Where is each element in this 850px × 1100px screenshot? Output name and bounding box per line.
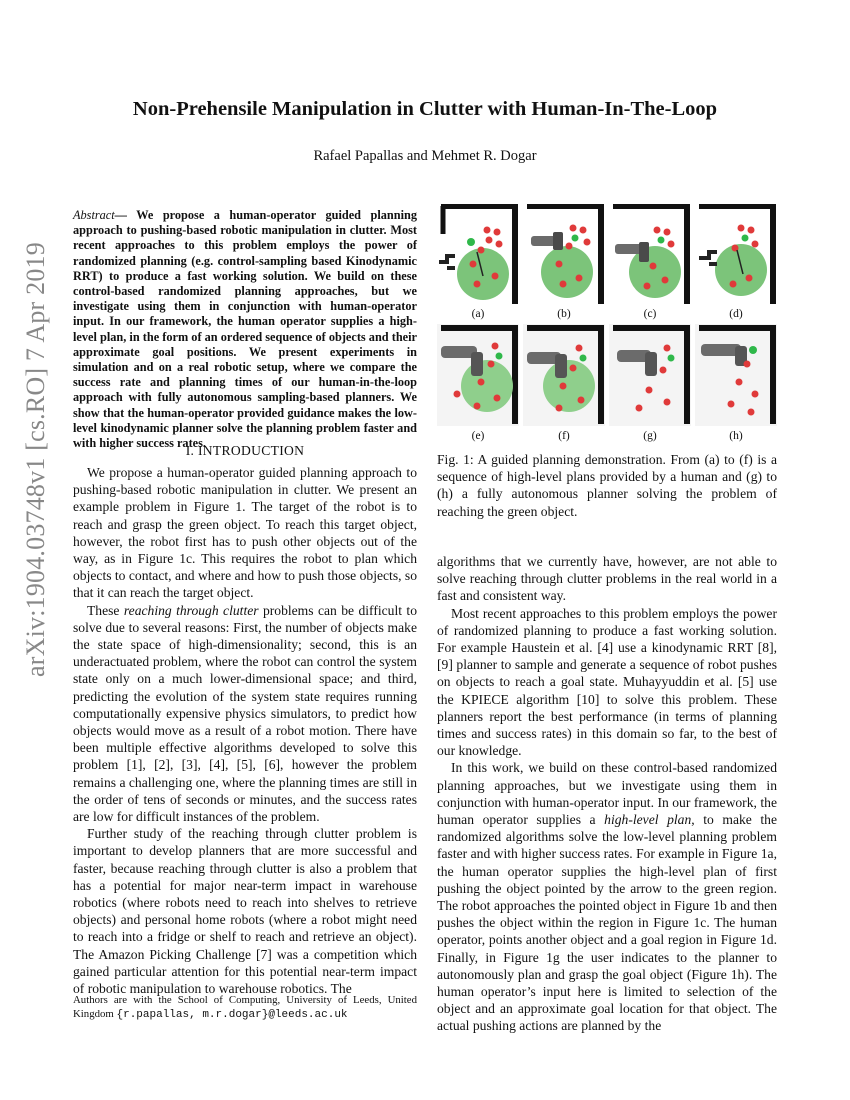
figure-1: [437, 204, 777, 448]
abstract-text: — We propose a human-operator guided planning approach to pushing-based robotic manipulation in clutter. Most recent approaches to this problem employs the power of randomized planning (e.g. control-sampling based Kinodynamic RRT) to produce a fast working solution. We build on these control-based randomized planning approaches, but we investigate using them in conjunction with human-operator input. In our framework, the human operator supplies a high-level plan, in the form of an ordered sequence of objects and their approximate goal positions. We present experiments in simulation and on a real robotic setup, where we compare the success rate and planning times of our human-in-the-loop approach with fully autonomous sampling-based planners. We show that the human-operator provided guidance makes the low-level kinodynamic planner solve the planning problem faster and with higher success rates.: [73, 208, 417, 451]
figure-panel-f: [523, 324, 605, 426]
footnote: [73, 993, 417, 1022]
right-paragraph-3-emphasis: high-level plan: [604, 812, 692, 828]
right-paragraph-3-a: In this work, we build on these control-based randomized planning approaches, but we investigate using them in conjunction with human-operator input. In our framework, the human operator supplies a: [437, 760, 777, 828]
arxiv-stamp: [16, 242, 56, 677]
figure-panel-h: [695, 324, 777, 426]
scene-a-image: [437, 204, 519, 306]
footnote-text: Authors are with the School of Computing, University of Leeds, United Kingdom: [73, 994, 417, 1020]
paper-title: Non-Prehensile Manipulation in Clutter with Human-In-The-Loop: [132, 98, 718, 120]
right-column-body: [437, 553, 777, 1035]
figure-label-a: (a): [471, 308, 485, 320]
intro-paragraph-2: [73, 602, 417, 826]
figure-label-b: (b): [557, 308, 571, 320]
abstract-label: Abstract: [73, 208, 115, 222]
photo-g-image: [609, 324, 691, 426]
intro-paragraph-2-emphasis: reaching through clutter: [123, 602, 259, 618]
figure-label-d: (d): [729, 308, 743, 320]
arxiv-id: arXiv:1904.03748v1 [cs.RO] 7 Apr 2019: [21, 242, 50, 677]
figure-panel-e: [437, 324, 519, 426]
left-column-body: [73, 464, 417, 997]
figure-panel-a: [437, 204, 519, 306]
right-paragraph-continued: algorithms that we currently have, however, are not able to solve reaching through clutter problems in the real world in a fast and consistent way.: [437, 554, 777, 604]
figure-label-g: (g): [643, 430, 657, 442]
figure-panel-g: [609, 324, 691, 426]
figure-label-f: (f): [558, 430, 570, 442]
intro-paragraph-1: We propose a human-operator guided planning approach to pushing-based robotic manipulation in clutter. We present an example problem in Figure 1. The target of the robot is to reach and grasp the green object. To reach this target object, however, the robot first has to push other objects out of the way, as in Figure 1c. This requires the robot to plan which objects to contact, and where and how to push those objects, so that it can reach the target object.: [73, 465, 417, 601]
figure-label-h: (h): [729, 430, 743, 442]
intro-paragraph-2-a: These: [87, 602, 124, 618]
intro-paragraph-3: Further study of the reaching through clutter problem is important to develop planners that are more successful and faster, because reaching through clutter is also a problem that has a potential for major near-term impact in warehouse robotics (where robots need to reach into shelves to retrieve objects) and personal home robots (where a robot might need to reach into a fridge or shelf to reach and retrieve an object). The Amazon Picking Challenge [7] was a competition which gained particular attention for this potential near-term impact of robotic manipulation to warehouse robotics. The: [73, 826, 417, 997]
abstract: [73, 208, 417, 451]
figure-label-e: (e): [471, 430, 485, 442]
photo-h-image: [695, 324, 777, 426]
intro-paragraph-2-b: problems can be difficult to solve due to several reasons: First, the number of objects make the state space of high-dimensionality; second, this is an underactuated problem, where the robot can control the system state only on a much lower-dimensional space; and third, predicting the evolution of the system state requires running computationally expensive physics simulators, to predict how objects would move as a result of a robot motion. There have been multiple effective algorithms developed to solve this problem [1], [2], [3], [4], [5], [6], however the problem remains a challenging one, where the planning times are still in the order of tens of seconds or minutes, and the success rates are low for difficult instances of the problem.: [73, 602, 417, 825]
paper-authors: Rafael Papallas and Mehmet R. Dogar: [313, 148, 537, 164]
figure-caption: Fig. 1: A guided planning demonstration. From (a) to (f) is a sequence of high-level plans provided by a human and (g) to (h) a fully autonomous planner solving the problem of reaching the green object.: [437, 452, 777, 519]
scene-c-image: [609, 204, 691, 306]
right-paragraph-2: Most recent approaches to this problem employs the power of randomized planning to produce a fast working solution. For example Haustein et al. [4] use a kinodynamic RRT [8], [9] planner to sample and generate a sequence of robot pushes on objects to reach a goal state. Muhayyuddin et al. [5] use the KPIECE algorithm [10] to solve this problem. These planners report the best performance (in terms of planning times and success rates) in this domain so far, to the best of our knowledge.: [437, 605, 777, 759]
scene-d-image: [695, 204, 777, 306]
figure-panel-b: [523, 204, 605, 306]
figure-panel-d: [695, 204, 777, 306]
photo-e-image: [437, 324, 519, 426]
figure-panel-c: [609, 204, 691, 306]
photo-f-image: [523, 324, 605, 426]
figure-label-c: (c): [643, 308, 657, 320]
section-heading-introduction: I. INTRODUCTION: [185, 443, 305, 458]
scene-b-image: [523, 204, 605, 306]
right-paragraph-3-b: , to make the randomized algorithms solve the low-level planning problem faster and with higher success rates. For example in Figure 1a, the human operator supplies the high-level plan of first pushing the object pointed by the arrow to the green region. The robot approaches the pointed object in Figure 1b and then pushes the object within the region in Figure 1c. The human operator, points another object and a goal region in Figure 1d. Finally, in Figure 1g the user indicates to the planner to autonomously plan and grasp the goal object (Figure 1h). The human operator’s input here is limited to selection of the object and an approximate goal location for that object. The actual pushing actions are planned by the: [437, 812, 777, 1034]
footnote-emails: {r.papallas, m.r.dogar}@leeds.ac.uk: [116, 1009, 348, 1021]
right-paragraph-3: [437, 759, 777, 1034]
